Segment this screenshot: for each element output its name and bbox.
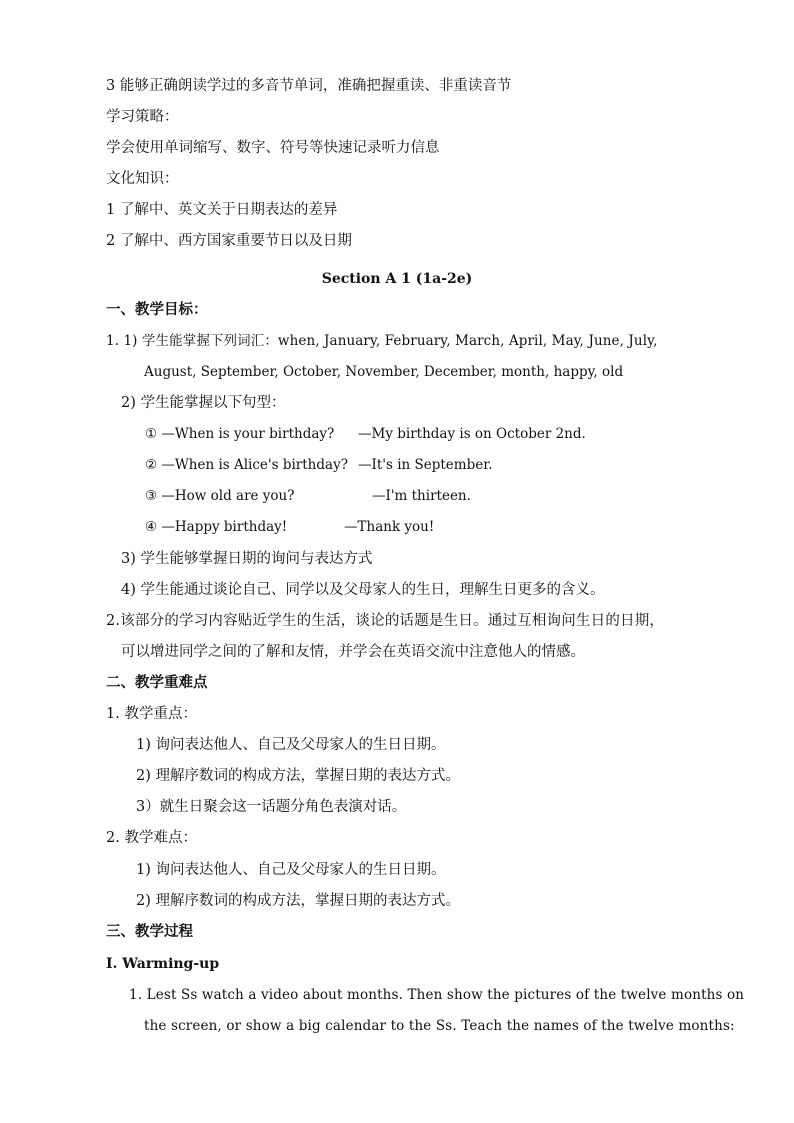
culture-heading: 文化知识： [106, 171, 179, 187]
heading-teaching-objectives: 一、教学目标： [106, 301, 208, 318]
heading-teaching-process: 三、教学过程 [106, 923, 193, 940]
content-description-1: 2.该部分的学习内容贴近学生的生活，谈论的话题是生日。通过互相询问生日的日期， [106, 613, 665, 629]
key-point-2: 2) 理解序数词的构成方法，掌握日期的表达方式。 [136, 768, 460, 784]
pattern-3-answer: —I'm thirteen. [372, 488, 471, 504]
culture-item-1: 1 了解中、英文关于日期表达的差异 [106, 202, 338, 218]
warming-up-text-1: 1. Lest Ss watch a video about months. Then show the pictures of the twelve months on [129, 987, 745, 1003]
difficult-point-1: 1) 询问表达他人、自己及父母家人的生日日期。 [136, 862, 446, 878]
warming-up-text-2: the screen, or show a big calendar to the Ss. Teach the names of the twelve months: [144, 1018, 735, 1034]
step-warming-up: Ⅰ. Warming-up [106, 956, 220, 972]
key-points-heading: 1. 教学重点： [106, 706, 197, 722]
strategy-text: 学会使用单词缩写、数字、符号等快速记录听力信息 [106, 140, 440, 156]
pattern-1-answer: —My birthday is on October 2nd. [358, 426, 586, 442]
key-point-1: 1) 询问表达他人、自己及父母家人的生日日期。 [136, 737, 446, 753]
sentence-patterns-heading: 2) 学生能掌握以下句型： [121, 395, 286, 411]
culture-item-2: 2 了解中、西方国家重要节日以及日期 [106, 233, 352, 249]
vocab-line-2: August, September, October, November, December, month, happy, old [144, 364, 624, 380]
vocab-line-1: 1. 1) 学生能掌握下列词汇：when, January, February, March, April, May, June, July, [106, 333, 658, 349]
section-title: Section A 1 (1a-2e) [321, 271, 473, 287]
pattern-2-answer: —It's in September. [358, 457, 493, 473]
pattern-4-question: ④ —Happy birthday! [145, 519, 288, 535]
heading-key-difficult-points: 二、教学重难点 [106, 674, 208, 691]
objective-line-3: 3 能够正确朗读学过的多音节单词，准确把握重读、非重读音节 [106, 78, 512, 94]
pattern-2-question: ② —When is Alice's birthday? [145, 457, 348, 473]
difficult-point-2: 2) 理解序数词的构成方法，掌握日期的表达方式。 [136, 893, 460, 909]
objective-item-3: 3) 学生能够掌握日期的询问与表达方式 [121, 551, 373, 567]
strategy-heading: 学习策略： [106, 109, 179, 125]
content-description-2: 可以增进同学之间的了解和友情，并学会在英语交流中注意他人的情感。 [121, 644, 585, 660]
key-point-3: 3）就生日聚会这一话题分角色表演对话。 [136, 799, 407, 815]
pattern-1-question: ① —When is your birthday? [145, 426, 335, 442]
pattern-3-question: ③ —How old are you? [145, 488, 295, 504]
pattern-4-answer: —Thank you! [344, 519, 435, 535]
objective-item-4: 4) 学生能通过谈论自己、同学以及父母家人的生日，理解生日更多的含义。 [121, 582, 605, 598]
difficult-points-heading: 2. 教学难点： [106, 830, 197, 846]
